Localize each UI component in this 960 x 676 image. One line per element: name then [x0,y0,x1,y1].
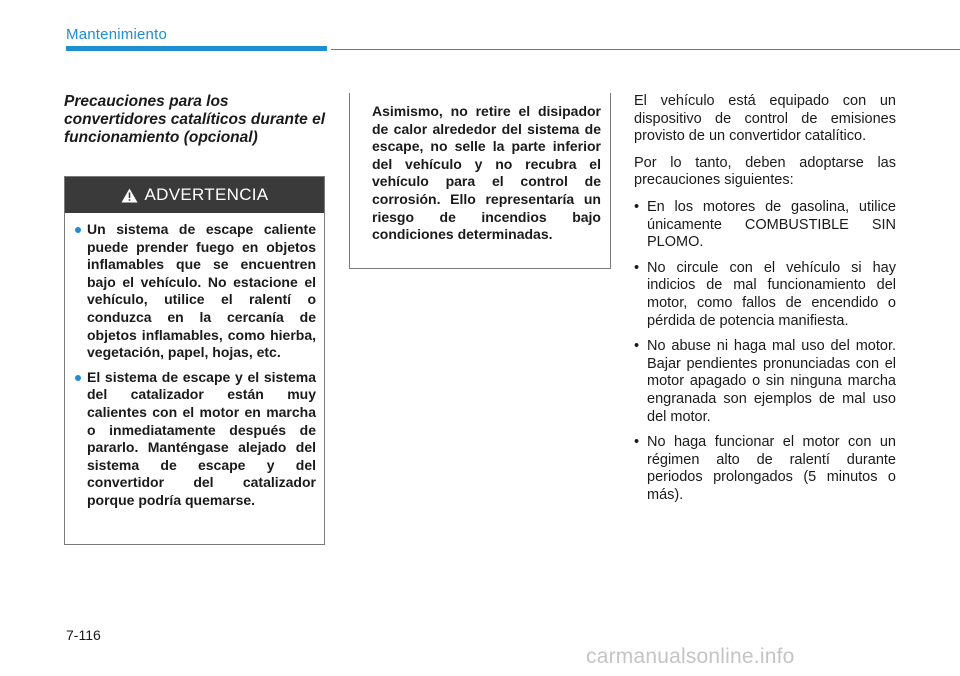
bullet-icon: • [634,434,640,451]
header-rule-thick [66,46,327,51]
precaution-item [634,338,896,426]
warning-continuation-text: Asimismo, no retire el disipador de calor alrededor del sistema de escape, no selle la parte inferior del vehículo y no recubra el vehículo para el control de corrosión. Ello representaría un riesgo de incendios bajo condiciones determinadas. [372,103,601,243]
bullet-icon: • [634,259,640,276]
header-rule-thin [331,49,960,50]
precaution-text: No haga funcionar el motor con un régimen alto de ralentí durante periodos prolongados (5 minutos o más). [647,434,896,503]
bullet-dot-icon [75,375,81,381]
precaution-text: No abuse ni haga mal uso del motor. Bajar pendientes pronunciadas con el motor apagado o sin ninguna marcha engranada son ejemplos de mal uso del motor. [647,338,896,425]
warning-item-text: Un sistema de escape caliente puede prender fuego en objetos inflamables que se encuentren bajo el vehículo. No estacione el vehículo, utilice el ralentí o conduzca en la cercanía de objetos inflamables, como hierba, vegetación, papel, hojas, etc. [87,221,316,361]
warning-continuation-box [349,93,611,269]
intro-paragraph: El vehículo está equipado con un dispositivo de control de emisiones provisto de un convertidor catalítico. [634,93,896,145]
section-heading: Precauciones para los convertidores catalíticos durante el funcionamiento (opcional) [64,93,326,146]
warning-item [75,221,316,362]
body-column [634,93,896,512]
intro-paragraph: Por lo tanto, deben adoptarse las precauciones siguientes: [634,154,896,189]
precaution-item [634,199,896,252]
warning-triangle-icon [121,188,138,203]
warning-label: ADVERTENCIA [144,185,269,204]
precaution-item [634,260,896,330]
bullet-icon: • [634,198,640,215]
precaution-text: No circule con el vehículo si hay indicios de mal funcionamiento del motor, como fallos de encendido o pérdida de potencia manifiesta. [647,259,896,329]
warning-item-text: El sistema de escape y el sistema del catalizador están muy calientes con el motor en marcha o inmediatamente después de pararlo. Manténgase alejado del sistema de escape y del convertidor del catalizador porque podría quemarse. [87,368,316,508]
page-number: 7-116 [66,627,101,643]
warning-box [64,176,325,545]
precaution-item [634,434,896,504]
warning-header [65,177,324,213]
watermark: carmanualsonline.info [586,645,795,668]
warning-item [75,369,316,510]
bullet-dot-icon [75,227,81,233]
bullet-icon: • [634,338,640,355]
warning-body [65,213,324,510]
precaution-text: En los motores de gasolina, utilice únicamente COMBUSTIBLE SIN PLOMO. [647,198,896,251]
section-title: Mantenimiento [66,26,167,43]
